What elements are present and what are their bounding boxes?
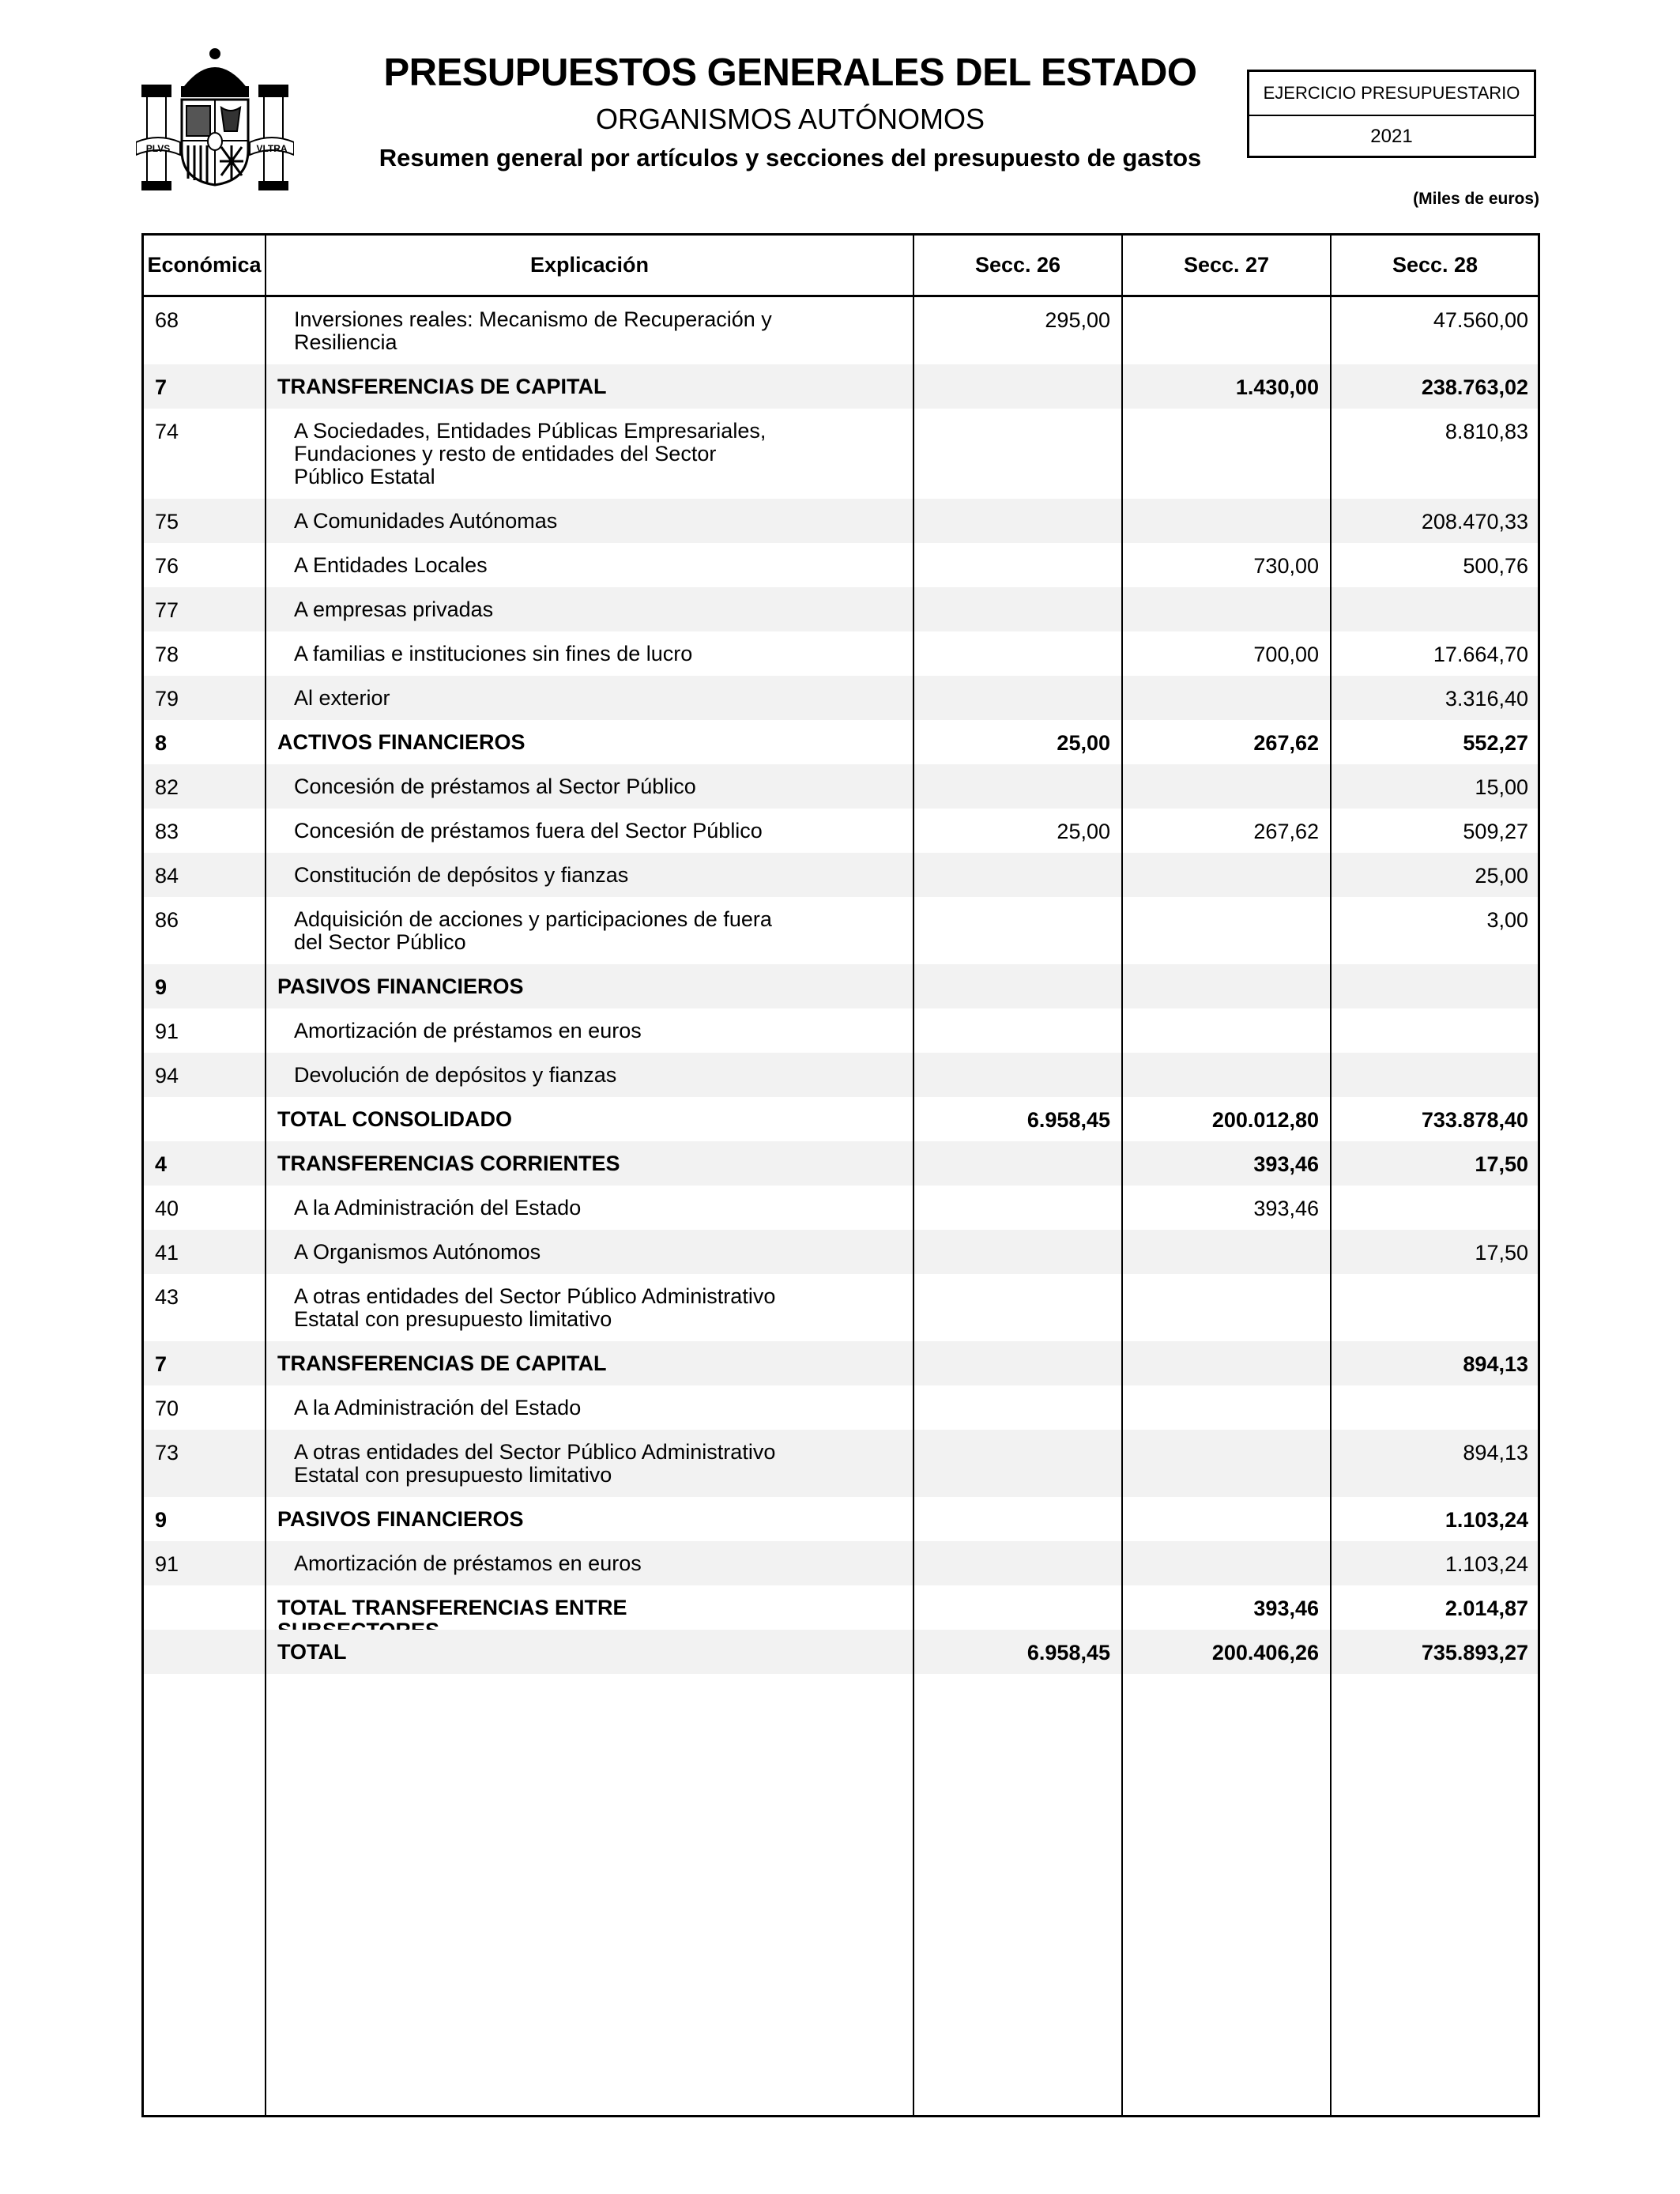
column-divider [1330,236,1332,2115]
cell-secc-26: 295,00 [1045,308,1110,332]
cell-explicacion: TRANSFERENCIAS CORRIENTES [277,1152,620,1175]
cell-secc-27: 200.012,80 [1211,1108,1319,1132]
cell-explicacion: A la Administración del Estado [294,1196,582,1220]
cell-secc-27: 267,62 [1253,731,1319,755]
cell-explicacion: Amortización de préstamos en euros [294,1551,642,1575]
coat-of-arms-logo [136,40,294,194]
cell-economica: 73 [155,1441,179,1465]
cell-explicacion: ACTIVOS FINANCIEROS [277,730,525,754]
cell-explicacion: TRANSFERENCIAS DE CAPITAL [277,1351,607,1375]
cell-secc-28: 735.893,27 [1421,1641,1528,1664]
cell-secc-28: 1.103,24 [1445,1552,1528,1576]
cell-secc-27: 393,46 [1253,1596,1319,1620]
table-row [144,1186,1538,1230]
cell-explicacion: Amortización de préstamos en euros [294,1019,642,1042]
fiscal-year-value: 2021 [1370,126,1413,147]
table-row [144,1274,1538,1341]
table-row [144,1141,1538,1186]
table-row [144,499,1538,543]
column-divider [1121,236,1123,2115]
cell-secc-28: 47.560,00 [1433,308,1528,332]
cell-economica: 75 [155,510,179,533]
fiscal-year-box [1247,70,1536,158]
cell-secc-28: 25,00 [1475,864,1528,888]
cell-secc-28: 2.014,87 [1445,1596,1528,1620]
cell-explicacion: A la Administración del Estado [294,1396,582,1419]
emblem-motto-right: VLTRA [256,143,288,154]
cell-secc-28: 17.664,70 [1433,643,1528,666]
cell-explicacion: A Comunidades Autónomas [294,509,558,533]
cell-secc-27: 1.430,00 [1235,375,1319,399]
cell-explicacion: PASIVOS FINANCIEROS [277,974,524,998]
cell-economica: 78 [155,643,179,666]
column-header-explicacion: Explicación [529,253,650,277]
cell-economica: 84 [155,864,179,888]
cell-secc-27: 730,00 [1253,554,1319,578]
cell-explicacion: Devolución de depósitos y fianzas [294,1063,617,1087]
table-row [144,1541,1538,1585]
cell-secc-26: 6.958,45 [1026,1641,1110,1664]
cell-explicacion: Adquisición de acciones y participaciones de fuera del Sector Público [294,907,772,954]
table-row [144,809,1538,853]
table-row [144,1430,1538,1497]
cell-explicacion: A otras entidades del Sector Público Administrativo Estatal con presupuesto limitativo [294,1284,776,1331]
table-row [144,764,1538,809]
cell-explicacion: A familias e instituciones sin fines de lucro [294,642,693,665]
cell-secc-27: 700,00 [1253,643,1319,666]
table-row [144,1341,1538,1385]
cell-economica: 82 [155,775,179,799]
table-row [144,1630,1538,1674]
cell-economica: 74 [155,420,179,443]
cell-economica: 8 [155,731,168,755]
table-row [144,897,1538,964]
page-subtitle: ORGANISMOS AUTÓNOMOS [595,103,985,135]
cell-secc-28: 8.810,83 [1445,420,1528,443]
table-row [144,853,1538,897]
cell-explicacion: A empresas privadas [294,598,494,621]
cell-explicacion: Constitución de depósitos y fianzas [294,863,629,887]
table-header [144,236,1538,297]
column-header-secc-28: Secc. 28 [1392,253,1478,277]
cell-economica: 9 [155,975,168,999]
cell-economica: 7 [155,375,168,399]
cell-explicacion: TOTAL CONSOLIDADO [277,1107,512,1131]
units-note: (Miles de euros) [1413,190,1539,208]
cell-explicacion: Concesión de préstamos fuera del Sector Público [294,819,763,843]
cell-secc-28: 3.316,40 [1445,687,1528,711]
cell-secc-28: 509,27 [1463,820,1528,843]
table-row [144,1097,1538,1141]
cell-explicacion: A Organismos Autónomos [294,1240,541,1264]
table-row [144,964,1538,1008]
column-divider [265,236,266,2115]
table-row [144,1497,1538,1541]
cell-economica: 7 [155,1352,168,1376]
cell-secc-26: 25,00 [1057,820,1110,843]
table-row [144,1230,1538,1274]
cell-secc-28: 17,50 [1475,1152,1528,1176]
table-row [144,543,1538,587]
cell-economica: 40 [155,1197,179,1220]
cell-explicacion: A otras entidades del Sector Público Administrativo Estatal con presupuesto limitativo [294,1440,776,1487]
cell-economica: 41 [155,1241,179,1265]
budget-table [141,233,1540,2117]
cell-explicacion: Inversiones reales: Mecanismo de Recuperación y Resiliencia [294,307,772,354]
cell-secc-27: 393,46 [1253,1197,1319,1220]
cell-secc-28: 500,76 [1463,554,1528,578]
cell-secc-27: 267,62 [1253,820,1319,843]
cell-explicacion: TRANSFERENCIAS DE CAPITAL [277,375,607,398]
column-header-economica: Económica [147,253,262,277]
cell-economica: 86 [155,908,179,932]
column-header-secc-27: Secc. 27 [1183,253,1270,277]
column-header-secc-26: Secc. 26 [974,253,1061,277]
cell-economica: 76 [155,554,179,578]
cell-explicacion: TOTAL TRANSFERENCIAS ENTRE [277,1596,627,1619]
emblem-motto-left: PLVS [145,143,171,154]
cell-economica: 91 [155,1552,179,1576]
cell-economica: 4 [155,1152,168,1176]
table-row [144,1008,1538,1053]
cell-economica: 9 [155,1508,168,1532]
cell-economica: 77 [155,598,179,622]
cell-secc-28: 15,00 [1475,775,1528,799]
cell-secc-27: 393,46 [1253,1152,1319,1176]
cell-economica: 79 [155,687,179,711]
cell-economica: 68 [155,308,179,332]
cell-secc-28: 733.878,40 [1421,1108,1528,1132]
cell-secc-28: 238.763,02 [1421,375,1528,399]
table-row [144,631,1538,676]
column-divider [913,236,914,2115]
cell-explicacion: A Entidades Locales [294,553,488,577]
cell-secc-28: 894,13 [1463,1441,1528,1465]
cell-secc-28: 894,13 [1463,1352,1528,1376]
table-row [144,409,1538,499]
cell-secc-26: 6.958,45 [1026,1108,1110,1132]
table-row [144,1053,1538,1097]
table-row [144,676,1538,720]
cell-secc-28: 552,27 [1463,731,1528,755]
cell-economica: 91 [155,1020,179,1043]
cell-secc-28: 208.470,33 [1421,510,1528,533]
table-row [144,587,1538,631]
cell-explicacion: TOTAL [277,1640,347,1664]
table-row [144,1585,1538,1630]
cell-explicacion: Concesión de préstamos al Sector Público [294,775,696,798]
page-description: Resumen general por artículos y secciones del presupuesto de gastos [379,144,1202,172]
cell-secc-26: 25,00 [1057,731,1110,755]
table-row [144,297,1538,364]
table-body [144,297,1538,1674]
table-row [144,364,1538,409]
cell-secc-28: 1.103,24 [1445,1508,1528,1532]
cell-secc-28: 17,50 [1475,1241,1528,1265]
cell-economica: 94 [155,1064,179,1088]
cell-secc-28: 3,00 [1486,908,1528,932]
cell-secc-27: 200.406,26 [1211,1641,1319,1664]
table-row [144,1385,1538,1430]
cell-explicacion: PASIVOS FINANCIEROS [277,1507,524,1531]
table-row [144,720,1538,764]
cell-economica: 70 [155,1397,179,1420]
page-title: PRESUPUESTOS GENERALES DEL ESTADO [383,51,1197,94]
cell-economica: 83 [155,820,179,843]
fiscal-year-label: EJERCICIO PRESUPUESTARIO [1249,72,1534,116]
cell-economica: 43 [155,1285,179,1309]
cell-explicacion: A Sociedades, Entidades Públicas Empresariales, Fundaciones y resto de entidades del Sector Público Estatal [294,419,767,488]
cell-explicacion: Al exterior [294,686,390,710]
